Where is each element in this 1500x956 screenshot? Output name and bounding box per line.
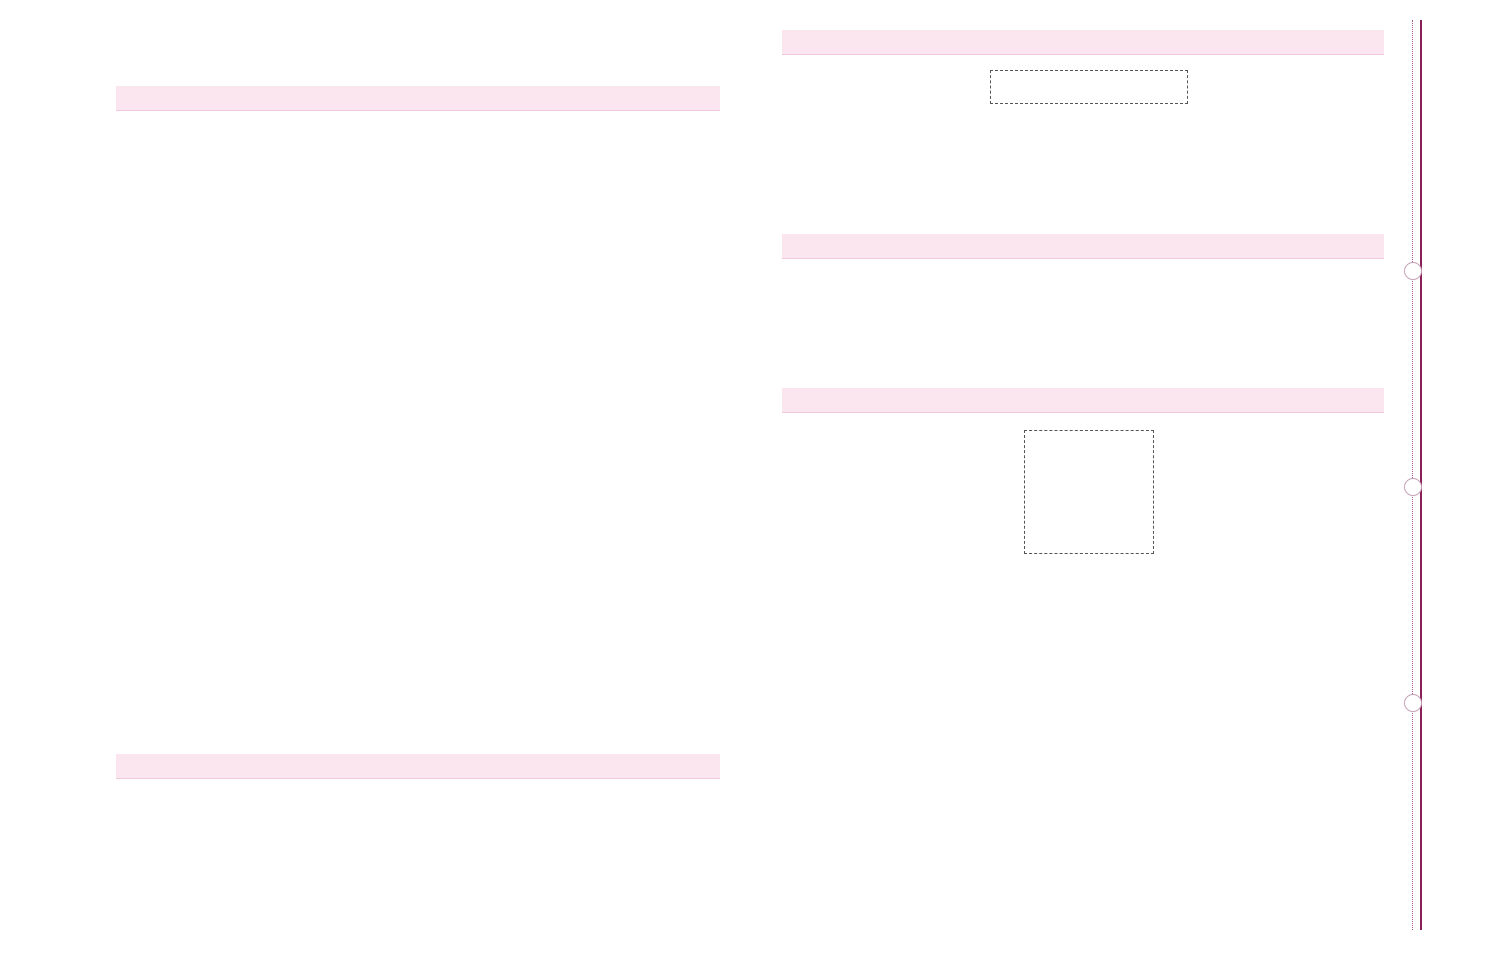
seal-mark-1 [1404, 262, 1422, 280]
dotted-seal-line [1412, 20, 1413, 930]
section-8-header [782, 234, 1384, 259]
section-7-header [782, 30, 1384, 55]
word-choice-box [990, 70, 1188, 104]
section-9-header [782, 388, 1384, 413]
section-5-header [116, 86, 720, 111]
sentence-box [1024, 430, 1154, 554]
seal-mark-2 [1404, 478, 1422, 496]
solid-seal-line [1420, 20, 1422, 930]
section-6-header [116, 754, 720, 779]
seal-mark-3 [1404, 694, 1422, 712]
